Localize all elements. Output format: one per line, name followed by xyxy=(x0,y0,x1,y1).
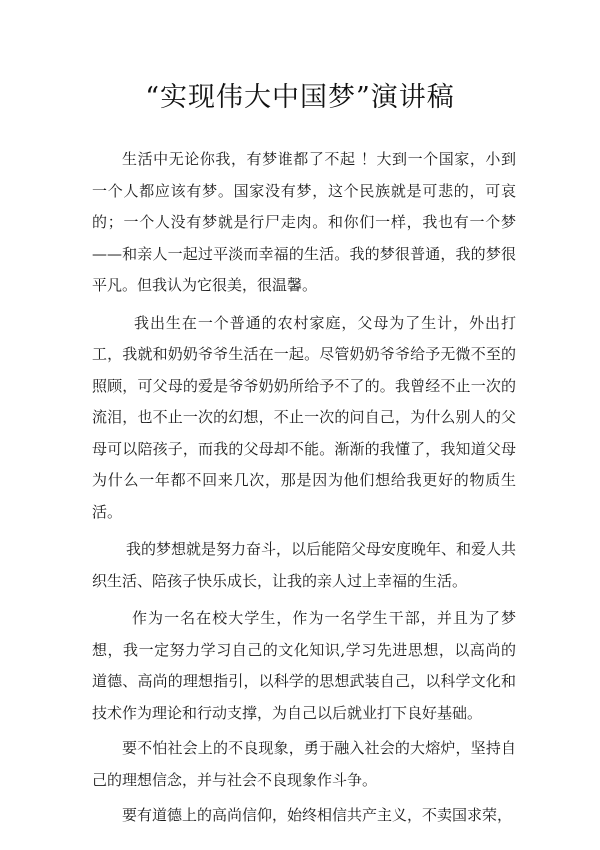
paragraph-3: 我的梦想就是努力奋斗，以后能陪父母安度晚年、和爱人共织生活、陪孩子快乐成长，让我的亲人过上幸福的生活。 xyxy=(92,540,517,590)
paragraph-4: 作为一名在校大学生，作为一名学生干部，并且为了梦想，我一定努力学习自己的文化知识,学习先进思想，以高尚的道德、高尚的理想指引，以科学的思想武装自己，以科学文化和技术作为理论和行动支撑，为自己以后就业打下良好基础。 xyxy=(92,609,516,722)
paragraph-1: 生活中无论你我，有梦谁都了不起 ！大到一个国家，小到一个人都应该有梦。国家没有梦，这个民族就是可悲的，可哀的；一个人没有梦就是行尸走肉。和你们一样，我也有一个梦——和亲人一起过平淡而幸福的生活。我的梦很普通，我的梦很平凡。但我认为它很美，很温馨。 xyxy=(92,150,516,294)
document-body xyxy=(92,144,516,832)
document-title: “实现伟大中国梦”演讲稿 xyxy=(145,82,455,113)
paragraph-2: 我出生在一个普通的农村家庭，父母为了生计，外出打工，我就和奶奶爷爷生活在一起。尽管奶奶爷爷给予无微不至的照顾，可父母的爱是爷爷奶奶所给予不了的。我曾经不止一次的流泪，也不止一次的幻想，不止一次的问自己，为什么别人的父母可以陪孩子，而我的父母却不能。渐渐的我懂了，我知道父母为什么一年都不回来几次，那是因为他们想给我更好的物质生活。 xyxy=(92,313,516,521)
paragraph-6: 要有道德上的高尚信仰，始终相信共产主义，不卖国求荣， xyxy=(122,806,513,824)
paragraph-5: 要不怕社会上的不良现象，勇于融入社会的大熔炉，坚持自己的理想信念，并与社会不良现象作斗争。 xyxy=(92,739,516,789)
